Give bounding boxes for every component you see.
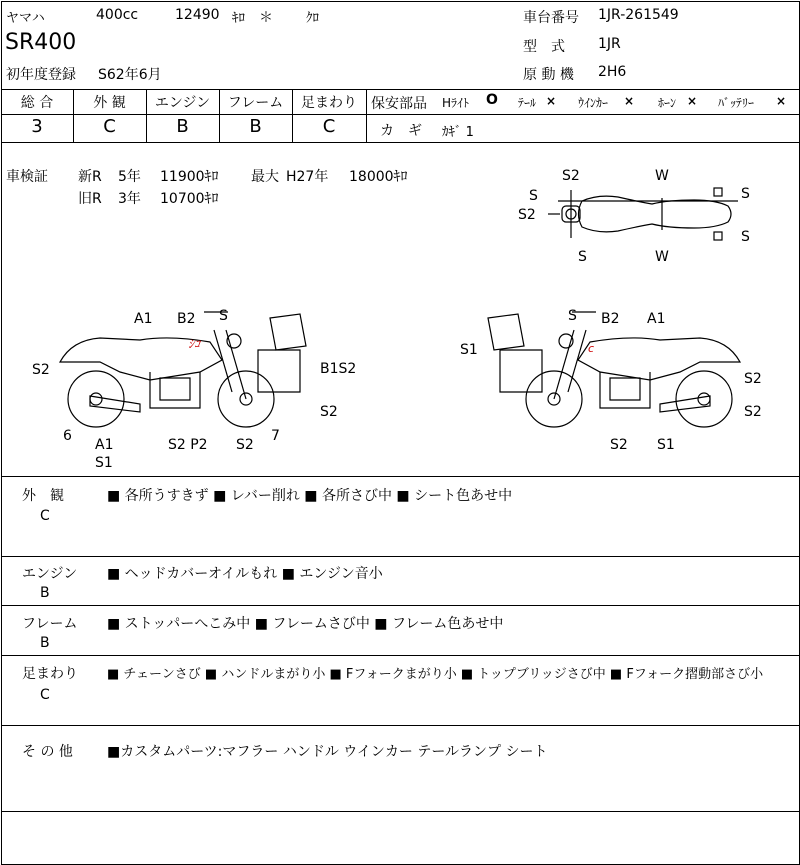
grade-table-mid (1, 114, 366, 115)
grade-value-frame: B (249, 116, 262, 137)
type-label: 型 式 (523, 39, 565, 55)
grade-value-engine: B (176, 116, 189, 137)
right-s1: S1 (460, 342, 478, 358)
remarks-divider (1, 655, 799, 656)
remarks-divider (1, 556, 799, 557)
remark-items-exterior: ■ 各所うすきず ■ レバー削れ ■ 各所さび中 ■ シート色あせ中 (107, 488, 513, 504)
grade-label-engine: エンジン (154, 95, 211, 111)
inspection-new-r: 新R (78, 169, 102, 185)
inspection-old-r: 旧R (78, 191, 102, 207)
inspection-new-km: 11900ｷﾛ (160, 169, 219, 185)
remark-items-suspension: ■ チェーンさび ■ ハンドルまがり小 ■ Fフォークまがり小 ■ トップブリッジさび中 ■ Fフォーク摺動部さび小 (107, 667, 764, 682)
left-label-6: 6 (63, 428, 72, 444)
right-s1-bottom: S1 (657, 437, 675, 453)
left-s-top: S (219, 308, 228, 324)
inspection-new-years: 5年 (118, 169, 141, 185)
right-b2: B2 (601, 311, 620, 327)
remark-category-engine: エンジン (22, 566, 78, 582)
top-s-right-bottom: S (741, 229, 750, 245)
first-registration-label: 初年度登録 (6, 67, 76, 83)
remark-grade-engine: B (40, 585, 50, 601)
right-s2-rear: S2 (744, 371, 762, 387)
grade-value-exterior: C (103, 116, 116, 137)
safety-mark-tail: × (546, 94, 557, 108)
grade-value-suspension: C (322, 116, 336, 137)
safety-item-winker: ｳｲﾝｶｰ (578, 96, 609, 110)
grade-table-top (1, 89, 799, 90)
mileage: 12490 (175, 7, 220, 23)
remark-grade-frame: B (40, 635, 50, 651)
safety-mark-winker: × (624, 94, 635, 108)
key-label: カ ギ (380, 123, 422, 139)
left-label-7: 7 (271, 428, 280, 444)
displacement: 400cc (96, 7, 139, 23)
inspection-max-label: 最大 (251, 169, 279, 185)
safety-mark-headlight: O (486, 92, 498, 108)
top-w-top: W (655, 168, 669, 184)
grade-value-overall: 3 (31, 116, 43, 137)
left-s2-p2: S2 P2 (168, 437, 208, 453)
safety-item-horn: ﾎｰﾝ (658, 96, 677, 110)
motorcycle-right-view (488, 312, 740, 427)
remark-category-other: そ の 他 (22, 744, 73, 760)
grade-label-suspension: 足まわり (301, 95, 357, 111)
left-handwritten-mark: ｼｺ (188, 337, 201, 351)
motorcycle-left-view (60, 312, 306, 427)
top-w-bottom: W (655, 249, 669, 265)
type-value: 1JR (598, 36, 621, 52)
top-s-right-top: S (741, 186, 750, 202)
safety-parts-label: 保安部品 (371, 96, 427, 112)
inspection-label: 車検証 (6, 169, 48, 185)
grade-label-frame: フレーム (227, 95, 284, 111)
remark-grade-suspension: C (40, 687, 50, 703)
safety-item-tail: ﾃｰﾙ (518, 96, 537, 110)
left-b2: B2 (177, 311, 196, 327)
right-a1: A1 (647, 311, 666, 327)
right-s2-lower: S2 (744, 404, 762, 420)
right-handwritten-mark: c (588, 342, 595, 355)
grade-label-overall: 総 合 (20, 95, 54, 111)
remark-category-suspension: 足まわり (22, 666, 78, 682)
color: ｸﾛ (306, 11, 319, 26)
top-s2-left: S2 (518, 207, 536, 223)
key-value: ｶｷﾞ 1 (442, 125, 474, 140)
maker: ヤマハ (6, 11, 45, 26)
safety-mark-battery: × (776, 94, 787, 108)
remark-items-other: ■カスタムパーツ:マフラー ハンドル ウインカー テールランプ シート (107, 744, 548, 760)
remark-category-exterior: 外 観 (22, 488, 64, 504)
grade-divider (366, 89, 367, 142)
remarks-divider (1, 725, 799, 726)
damage-diagram (0, 142, 800, 476)
inspection-old-km: 10700ｷﾛ (160, 191, 219, 207)
remarks-divider (1, 811, 799, 812)
right-s-top: S (568, 308, 577, 324)
top-s-left: S (529, 188, 538, 204)
left-s2-rear: S2 (32, 362, 50, 378)
left-s2-front: S2 (320, 404, 338, 420)
safety-item-battery: ﾊﾞｯﾃﾘｰ (718, 96, 755, 110)
remarks-divider (1, 476, 799, 477)
frame-no-label: 車台番号 (523, 10, 579, 26)
engine-label: 原 動 機 (523, 67, 574, 83)
right-s2-bottom: S2 (610, 437, 628, 453)
remark-items-frame: ■ ストッパーへこみ中 ■ フレームさび中 ■ フレーム色あせ中 (107, 616, 504, 632)
first-registration-value: S62年6月 (98, 67, 162, 83)
left-b1s2: B1S2 (320, 361, 357, 377)
left-a1: A1 (134, 311, 153, 327)
remark-category-frame: フレーム (22, 616, 78, 632)
remarks-divider (1, 605, 799, 606)
inspection-max-year: H27年 (286, 169, 329, 185)
top-s-bottom: S (578, 249, 587, 265)
grade-label-exterior: 外 観 (93, 95, 126, 111)
model-name: SR400 (5, 30, 77, 55)
safety-mark-horn: × (687, 94, 698, 108)
safety-mid (366, 114, 799, 115)
mileage-mark: ＊ (259, 10, 273, 26)
motorcycle-top-view (548, 188, 738, 240)
left-a1-low: A1 (95, 437, 114, 453)
remark-grade-exterior: C (40, 508, 50, 524)
frame-no-value: 1JR-261549 (598, 7, 679, 23)
inspection-max-km: 18000ｷﾛ (349, 169, 408, 185)
remark-items-engine: ■ ヘッドカバーオイルもれ ■ エンジン音小 (107, 566, 383, 582)
safety-item-headlight: Hﾗｲﾄ (442, 96, 470, 110)
left-s2-bottom: S2 (236, 437, 254, 453)
engine-value: 2H6 (598, 64, 627, 80)
mileage-unit: ｷﾛ (232, 11, 245, 26)
top-s2-top: S2 (562, 168, 580, 184)
left-s1-low: S1 (95, 455, 113, 471)
inspection-old-years: 3年 (118, 191, 141, 207)
